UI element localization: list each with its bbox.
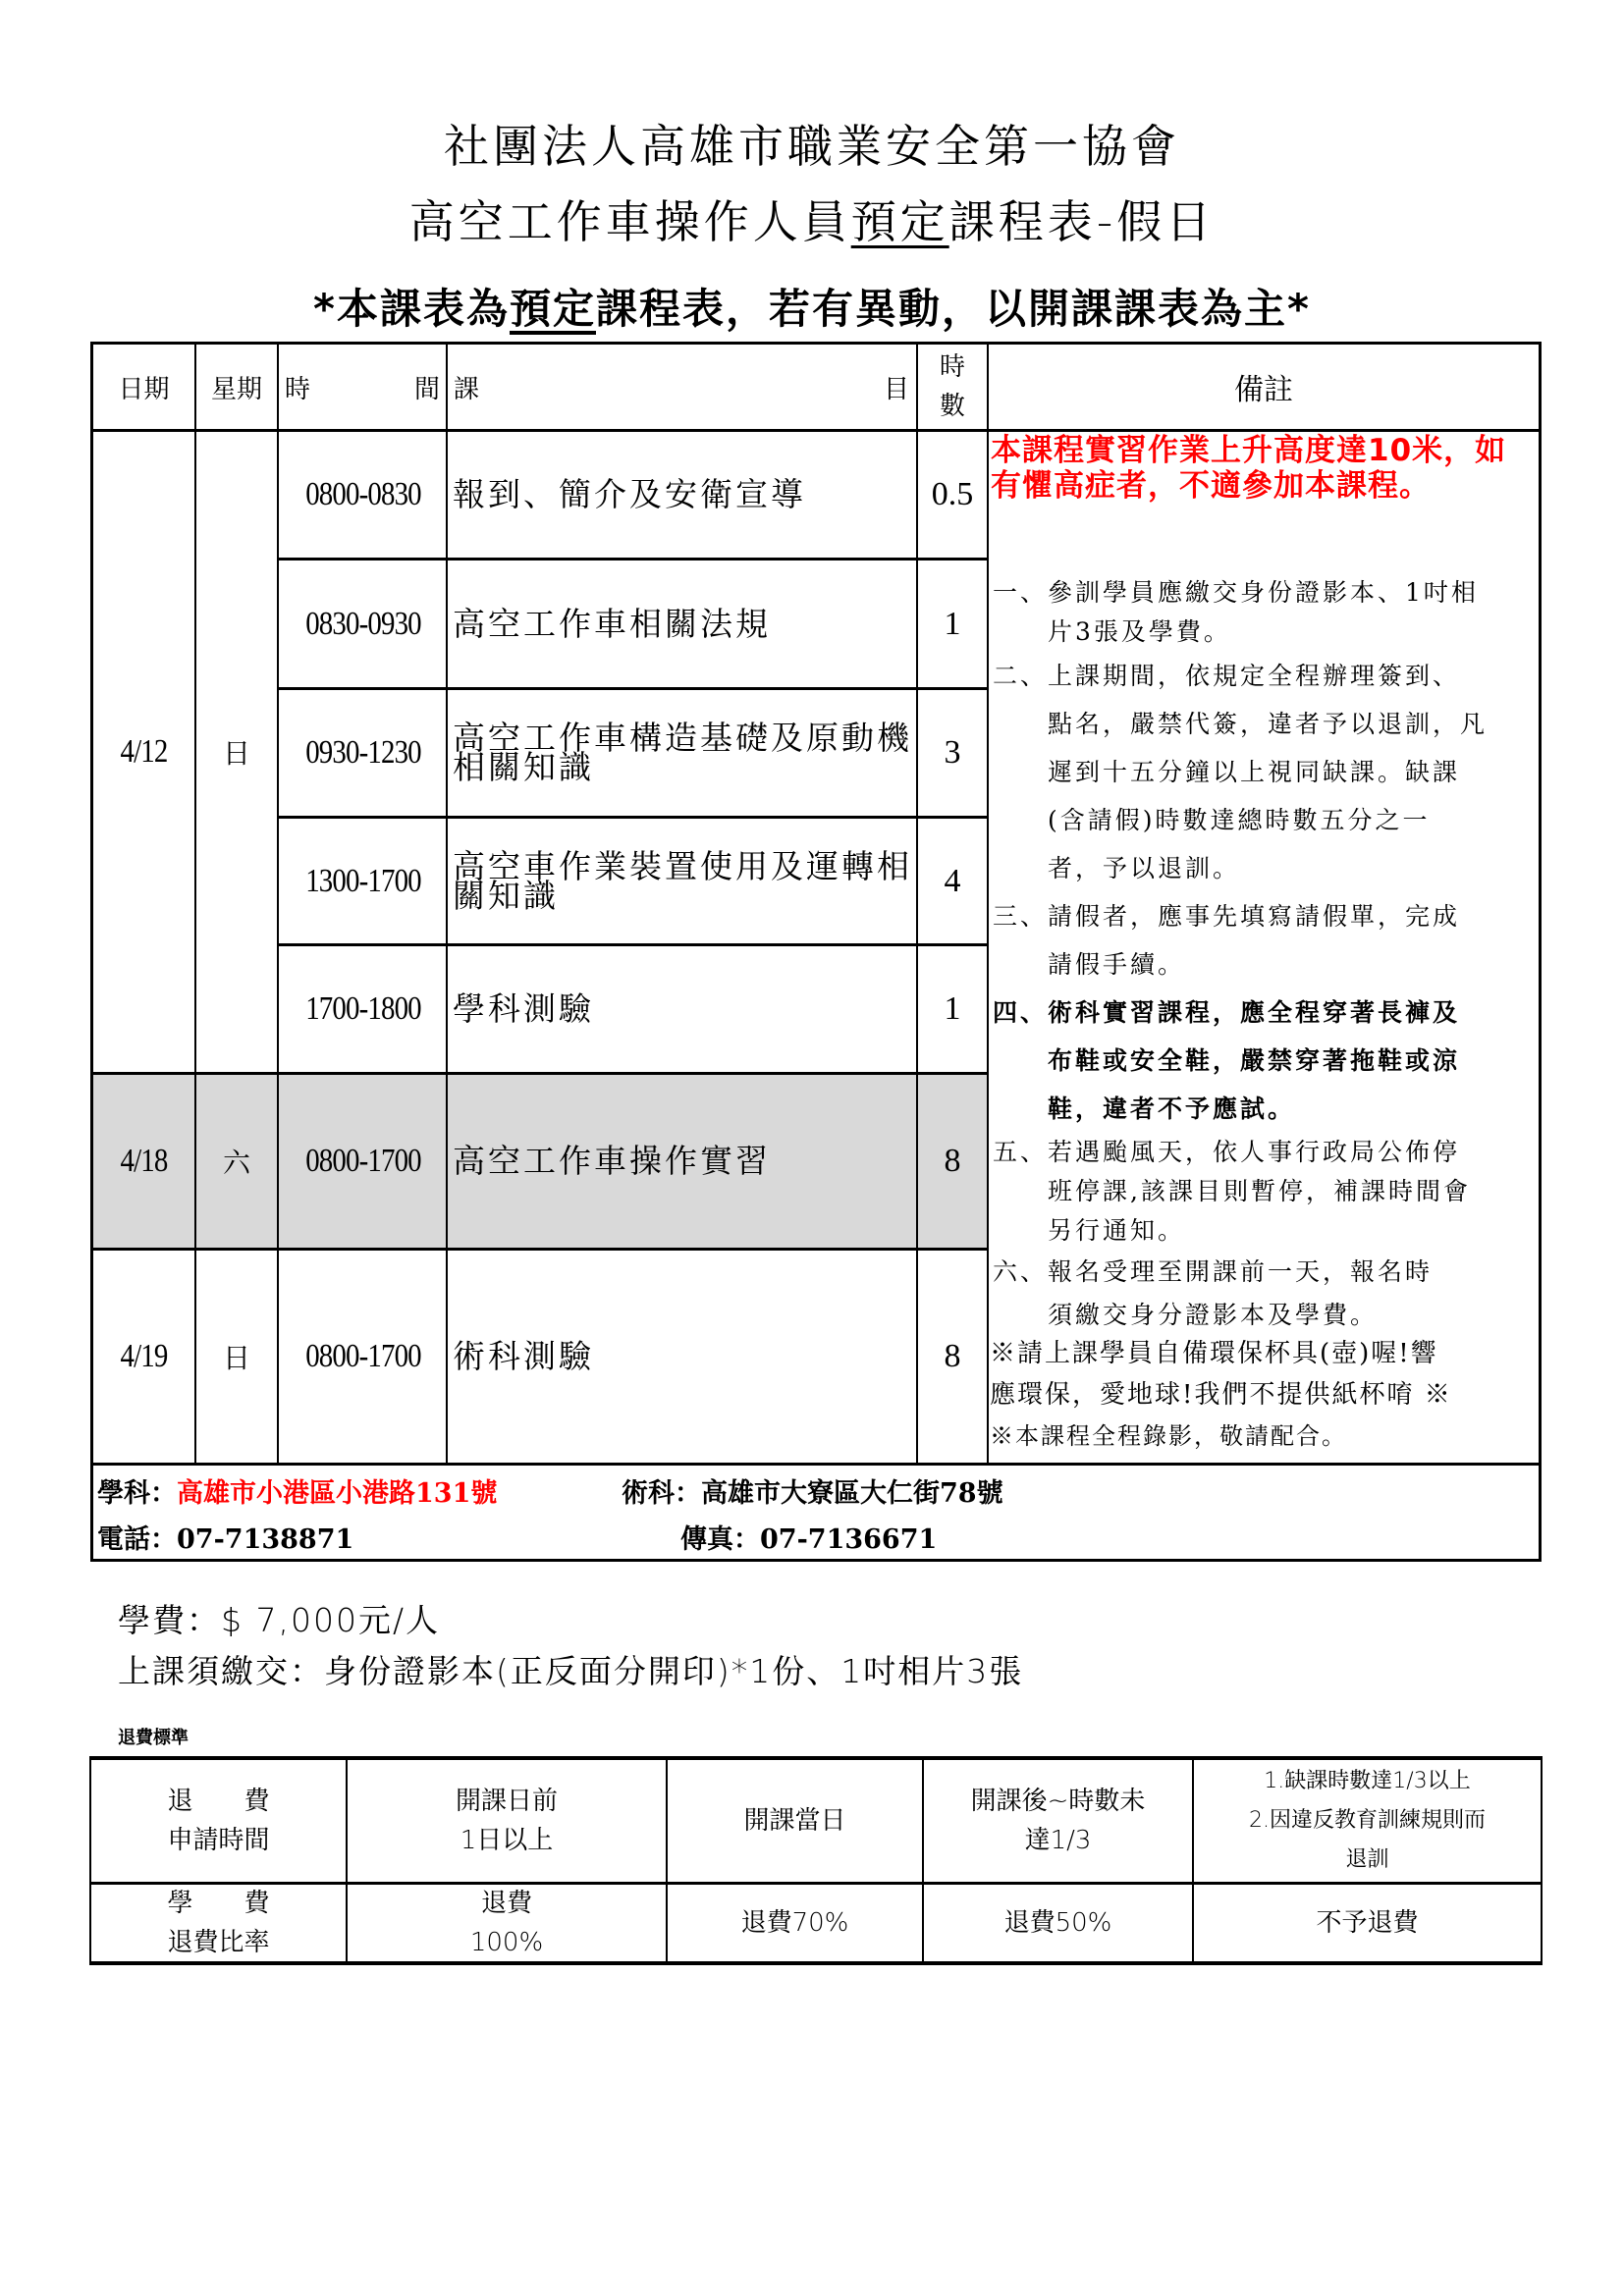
height-warning: 本課程實習作業上升高度達10米，如有懼高症者，不適參加本課程。	[991, 433, 1507, 504]
practice-address: 高雄市大寮區大仁街78號	[701, 1478, 1003, 1509]
theory-address: 高雄市小港區小港路131號	[177, 1478, 498, 1509]
col-divider	[446, 345, 448, 1465]
refund-table	[89, 1756, 1543, 1965]
note-item	[991, 652, 1537, 892]
session-hours: 1	[944, 990, 961, 1027]
note-text: 請假者，應事先填寫請假單，完成 請假手續。	[1048, 902, 1461, 979]
document-title	[0, 187, 1624, 251]
note-item	[991, 1251, 1537, 1337]
day-date: 4/12	[120, 733, 168, 770]
fax-info	[680, 1518, 937, 1556]
notice-underlined: 預定	[509, 285, 596, 333]
session-time: 0800-0830	[305, 476, 421, 512]
tuition-fee: 學費：$ 7,000元/人	[118, 1601, 441, 1639]
session-course: 高空工作車操作實習	[453, 1142, 771, 1180]
note-text: 上課期間，依規定全程辦理簽到、 點名，嚴禁代簽，違者予以退訓，凡 遲到十五分鐘以上視同缺課。缺課 (含請假)時數達總時數五分之一 者，予以退訓。	[1048, 662, 1489, 882]
day-date: 4/18	[120, 1143, 168, 1179]
session-course: 高空車作業裝置使用及運轉相關知識	[453, 846, 912, 915]
note-number: 六、	[992, 1257, 1048, 1286]
day-weekday: 六	[222, 1147, 250, 1179]
refund-rate: 不予退費	[1316, 1908, 1419, 1938]
practice-location	[622, 1471, 1003, 1510]
note-item	[991, 1133, 1537, 1251]
note-item	[991, 892, 1537, 988]
note-number: 五、	[992, 1138, 1048, 1166]
header-hours	[918, 345, 987, 429]
session-time: 1700-1800	[305, 990, 421, 1027]
title-prefix: 高空工作車操作人員	[408, 195, 851, 248]
title-underlined: 預定	[850, 195, 949, 248]
header-hours-bottom: 數	[939, 392, 965, 421]
fax-label: 傳真：	[680, 1524, 760, 1555]
notes-list	[991, 573, 1537, 1337]
note-number: 三、	[992, 902, 1048, 931]
session-course: 報到、簡介及安衛宣導	[453, 475, 806, 513]
required-documents: 上課須繳交：身份證影本(正反面分開印)*1份、1吋相片3張	[118, 1652, 1024, 1690]
col-divider	[277, 345, 279, 1465]
session-time: 0800-1700	[305, 1143, 421, 1179]
header-course-right: 目	[883, 374, 909, 404]
refund-rate: 退費 100%	[469, 1889, 544, 1957]
session-time: 1300-1700	[305, 862, 421, 899]
notice-prefix: *本課表為	[313, 285, 510, 333]
col-divider	[987, 345, 989, 1465]
session-course: 學科測驗	[453, 989, 594, 1028]
refund-period: 1.缺課時數達1/3以上 2.因違反教育訓練規則而 退訓	[1249, 1769, 1486, 1872]
day-weekday: 日	[222, 1342, 250, 1374]
session-time: 0830-0930	[305, 605, 421, 642]
header-time-left: 時	[285, 374, 311, 404]
session-course: 高空工作車相關法規	[453, 604, 771, 643]
note-text: 若遇颱風天，依人事行政局公佈停 班停課,該課目則暫停，補課時間會 另行通知。	[1048, 1138, 1471, 1245]
note-text: 報名受理至開課前一天，報名時 須繳交身分證影本及學費。	[1048, 1257, 1434, 1329]
eco-line: 應環保，愛地球!我們不提供紙杯唷 ※	[990, 1380, 1452, 1410]
header-time-right: 間	[413, 374, 440, 404]
note-number: 四、	[992, 998, 1048, 1027]
theory-label: 學科：	[97, 1478, 177, 1509]
notice-suffix: 課程表，若有異動，以開課課表為主*	[596, 285, 1311, 333]
session-course: 術科測驗	[453, 1337, 594, 1375]
title-suffix: 課程表-假日	[948, 195, 1216, 248]
recording-notice: ※本課程全程錄影，敬請配合。	[990, 1422, 1347, 1450]
session-hours: 8	[944, 1338, 961, 1374]
session-hours: 0.5	[931, 476, 974, 512]
refund-rate: 退費50%	[1003, 1908, 1112, 1938]
header-notes: 備註	[1234, 373, 1293, 407]
org-name: 社團法人高雄市職業安全第一協會	[444, 120, 1180, 173]
note-text: 術科實習課程，應全程穿著長褲及 布鞋或安全鞋，嚴禁穿著拖鞋或涼 鞋，違者不予應試。	[1048, 998, 1461, 1123]
day-date: 4/19	[120, 1338, 168, 1374]
refund-period: 開課日前 1日以上	[455, 1787, 558, 1855]
header-time	[281, 345, 444, 429]
practice-label: 術科：	[622, 1478, 701, 1509]
header-course-left: 課	[454, 374, 480, 404]
session-hours: 1	[944, 605, 961, 642]
refund-row-header: 學 費 退費比率	[167, 1889, 270, 1957]
session-hours: 3	[944, 734, 961, 771]
header-course	[450, 345, 915, 429]
note-number: 二、	[992, 662, 1048, 690]
refund-period: 開課當日	[743, 1806, 846, 1836]
day-weekday: 日	[222, 737, 250, 770]
eco-notice	[990, 1333, 1538, 1457]
header-weekday: 星期	[210, 374, 262, 404]
phone-label: 電話：	[97, 1524, 177, 1555]
phone-number: 07-7138871	[177, 1524, 354, 1555]
note-item	[991, 988, 1537, 1133]
session-hours: 4	[944, 862, 961, 899]
session-hours: 8	[944, 1143, 961, 1179]
theory-location	[97, 1471, 497, 1510]
note-number: 一、	[992, 578, 1048, 607]
session-time: 0930-1230	[305, 734, 421, 771]
fax-number: 07-7136671	[760, 1524, 938, 1555]
schedule-table	[90, 342, 1542, 1562]
refund-rate: 退費70%	[740, 1908, 849, 1938]
session-course: 高空工作車構造基礎及原動機相關知識	[453, 719, 912, 786]
schedule-notice	[0, 277, 1624, 336]
header-hours-top: 時	[939, 352, 965, 382]
session-time: 0800-1700	[305, 1338, 421, 1374]
refund-row-header: 退 費 申請時間	[167, 1787, 270, 1855]
note-item	[991, 573, 1537, 652]
refund-heading: 退費標準	[118, 1728, 189, 1748]
footer-divider	[93, 1463, 1539, 1466]
phone-info	[97, 1518, 353, 1556]
eco-line: ※請上課學員自備環保杯具(壺)喔!響	[990, 1339, 1438, 1368]
header-date: 日期	[118, 374, 170, 404]
refund-period: 開課後~時數未 達1/3	[970, 1787, 1146, 1855]
note-text: 參訓學員應繳交身份證影本、1吋相 片3張及學費。	[1048, 578, 1479, 646]
